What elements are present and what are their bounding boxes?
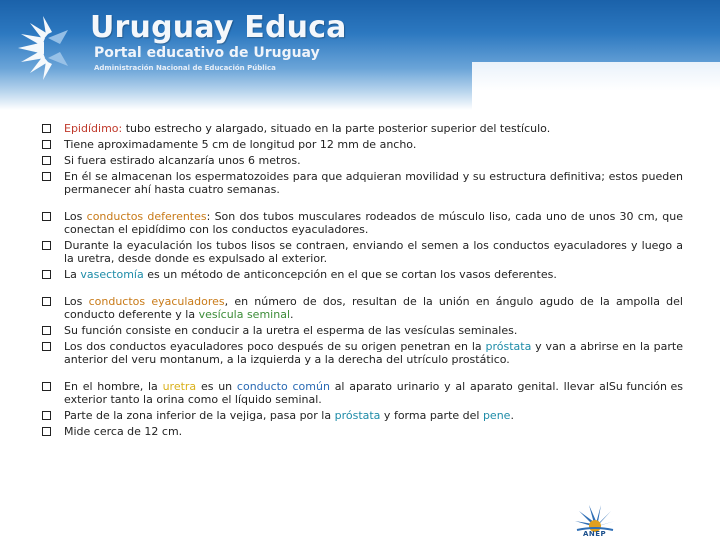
bullet-item xyxy=(42,295,683,321)
bullet-text: al aparato urinario y al aparato genital. xyxy=(329,380,559,393)
bullet-text: Los xyxy=(64,295,89,308)
bullet-text: , en número de dos, resultan de la unión en ángulo agudo de la ampolla del conducto deferente y la xyxy=(64,295,683,321)
checkbox-bullet-icon xyxy=(42,411,51,420)
checkbox-bullet-icon xyxy=(42,172,51,181)
footer-label: ANEP xyxy=(583,530,607,538)
bullet-item xyxy=(42,154,683,167)
bullet-group xyxy=(42,210,683,281)
checkbox-bullet-icon xyxy=(42,156,51,165)
bullet-text: Si fuera estirado alcanzaría unos 6 metros. xyxy=(64,154,301,167)
header-notch xyxy=(472,62,720,110)
bullet-text: Durante la eyaculación los tubos lisos se contraen, enviando el semen a los conductos eyaculadores y luego a la uretra, desde donde es expulsado al exterior. xyxy=(64,239,683,265)
bullet-text: Su función es xyxy=(608,380,683,393)
bullet-text: Mide cerca de 12 cm. xyxy=(64,425,183,438)
checkbox-bullet-icon xyxy=(42,212,51,221)
bullet-text: es un método de anticoncepción en el que se cortan los vasos deferentes. xyxy=(143,268,557,281)
bullet-text: En el hombre, la xyxy=(64,380,163,393)
bullet-group xyxy=(42,295,683,366)
bullet-text: Los dos conductos eyaculadores poco después de su origen penetran en la xyxy=(64,340,486,353)
brand-tagline: Administración Nacional de Educación Pública xyxy=(94,64,276,72)
checkbox-bullet-icon xyxy=(42,124,51,133)
bullet-item xyxy=(42,340,683,366)
slide-content xyxy=(42,122,683,452)
highlighted-term: Epidídimo: xyxy=(64,122,123,135)
bullet-text: Parte de la zona inferior de la vejiga, pasa por la xyxy=(64,409,335,422)
bullet-item xyxy=(42,138,683,151)
highlighted-term: pene xyxy=(482,409,511,422)
portal-header xyxy=(0,0,720,110)
bullet-text: . xyxy=(290,308,294,321)
checkbox-bullet-icon xyxy=(42,140,51,149)
highlighted-term: vasectomía xyxy=(80,268,144,281)
bullet-text: llevar al exterior tanto la orina como el líquido seminal. xyxy=(64,380,609,406)
highlighted-term: conductos deferentes xyxy=(86,210,207,223)
bullet-item xyxy=(42,380,683,406)
bullet-text: y van a abrirse en la parte anterior del veru montanum, a la izquierda y a la derecha del utrículo prostático. xyxy=(64,340,683,366)
checkbox-bullet-icon xyxy=(42,241,51,250)
checkbox-bullet-icon xyxy=(42,270,51,279)
bullet-item xyxy=(42,122,683,135)
highlighted-term: vesícula seminal xyxy=(198,308,290,321)
bullet-text: En él se almacenan los espermatozoides para que adquieran movilidad y su estructura definitiva; estos pueden permanecer ahí hasta cuatro semanas. xyxy=(64,170,683,196)
highlighted-term: próstata xyxy=(485,340,532,353)
checkbox-bullet-icon xyxy=(42,342,51,351)
highlighted-term: conducto común xyxy=(236,380,330,393)
bullet-group xyxy=(42,380,683,438)
brand-title: Uruguay Educa xyxy=(90,10,347,45)
bullet-text: . xyxy=(510,409,514,422)
highlighted-term: conductos eyaculadores xyxy=(88,295,225,308)
bullet-text: y forma parte del xyxy=(380,409,483,422)
highlighted-term: uretra xyxy=(162,380,197,393)
bullet-text: Su función consiste en conducir a la uretra el esperma de las vesículas seminales. xyxy=(64,324,518,337)
bullet-item xyxy=(42,324,683,337)
bullet-group xyxy=(42,122,683,196)
checkbox-bullet-icon xyxy=(42,427,51,436)
bullet-item xyxy=(42,239,683,265)
checkbox-bullet-icon xyxy=(42,297,51,306)
uruguay-educa-logo-icon xyxy=(8,8,88,88)
bullet-item xyxy=(42,170,683,196)
bullet-text: : Son dos tubos musculares rodeados de músculo liso, cada uno de unos 30 cm, que conectan el epidídimo con los conductos eyaculadores. xyxy=(64,210,683,236)
checkbox-bullet-icon xyxy=(42,326,51,335)
bullet-item xyxy=(42,409,683,422)
bullet-item xyxy=(42,210,683,236)
bullet-text: Los xyxy=(64,210,87,223)
checkbox-bullet-icon xyxy=(42,382,51,391)
highlighted-term: próstata xyxy=(334,409,381,422)
bullet-text: tubo estrecho y alargado, situado en la parte posterior superior del testículo. xyxy=(122,122,551,135)
bullet-item xyxy=(42,425,683,438)
bullet-text: La xyxy=(64,268,81,281)
brand-subtitle: Portal educativo de Uruguay xyxy=(94,45,320,61)
bullet-text: es un xyxy=(196,380,237,393)
bullet-text: Tiene aproximadamente 5 cm de longitud por 12 mm de ancho. xyxy=(64,138,417,151)
bullet-item xyxy=(42,268,683,281)
